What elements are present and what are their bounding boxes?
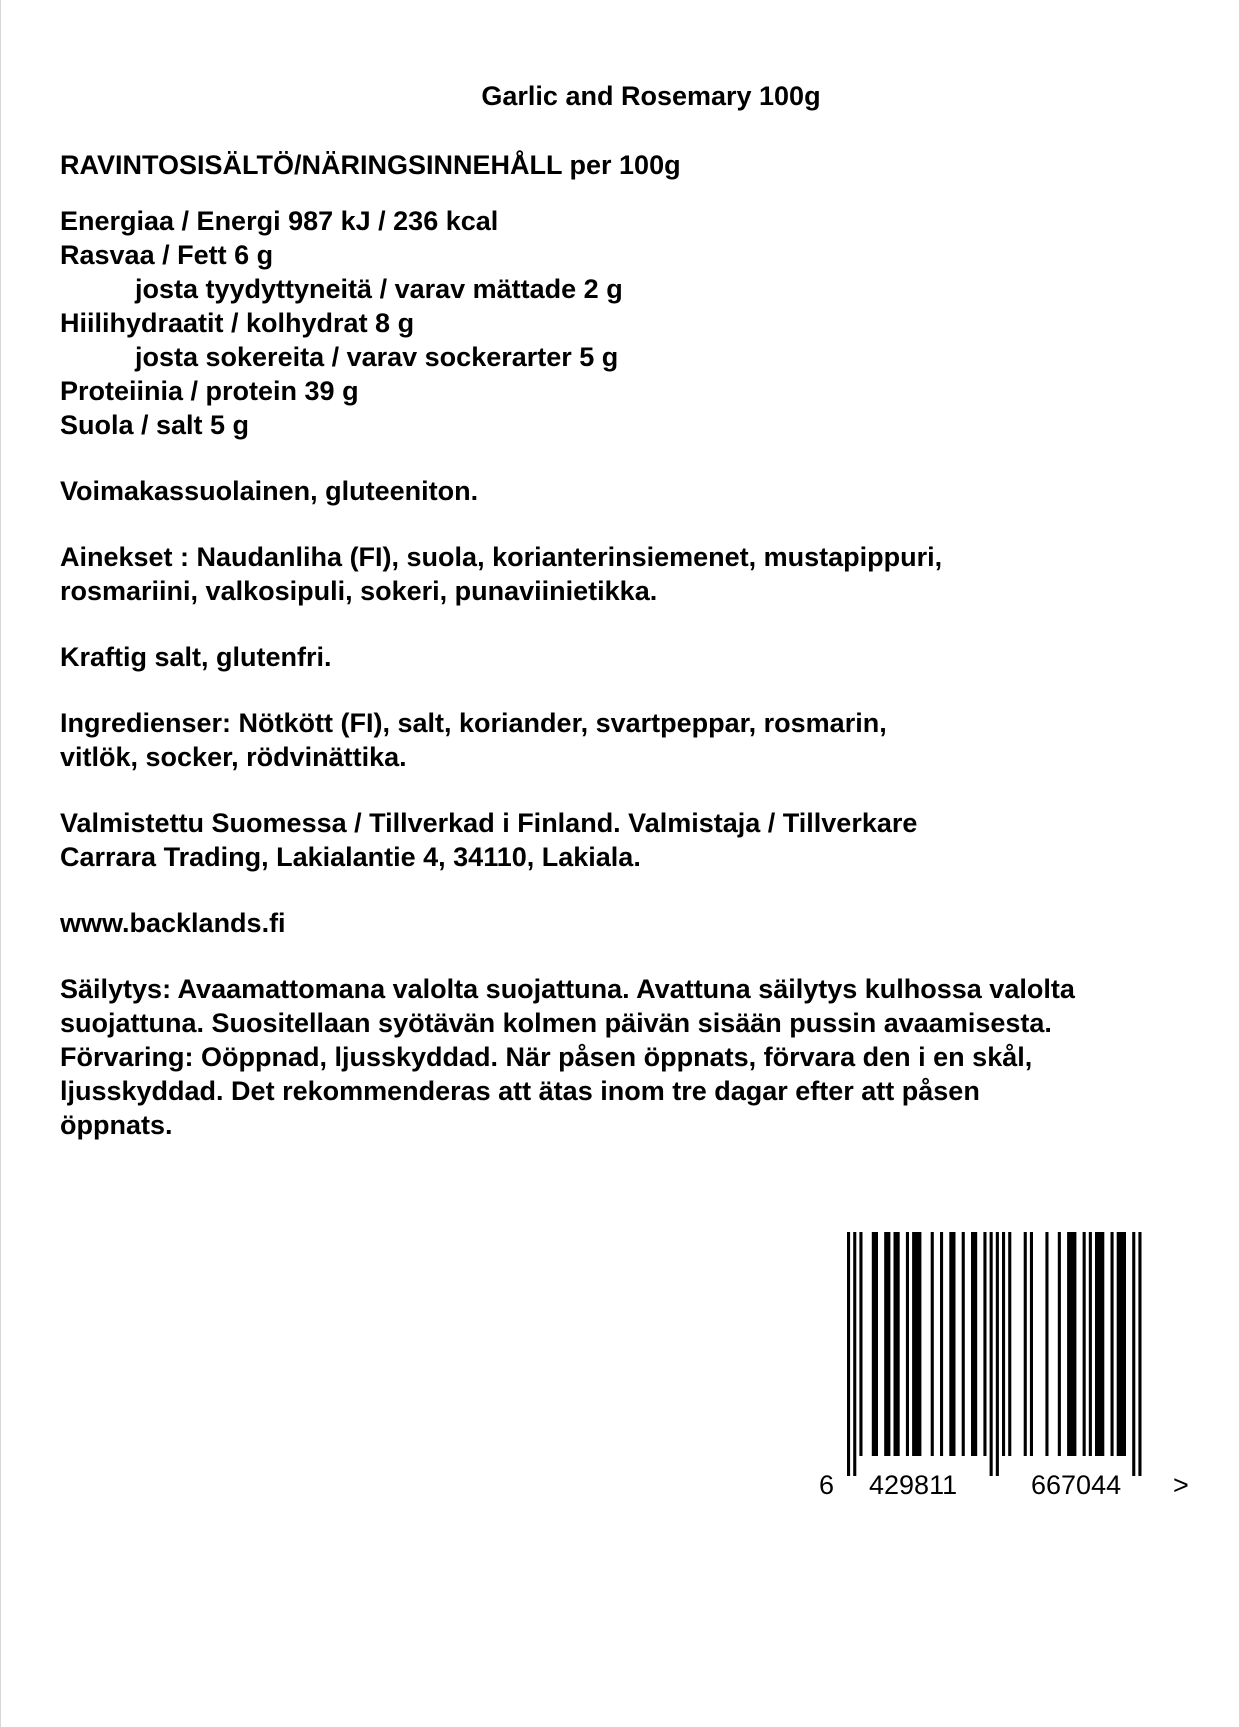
manufacturer-info xyxy=(60,806,1180,874)
barcode-first-digit: 6 xyxy=(819,1470,835,1500)
barcode-bar xyxy=(1117,1232,1126,1456)
nutrition-row-carbohydrate: Hiilihydraatit / kolhydrat 8 g xyxy=(60,308,415,338)
ingredients-swedish-line: Ingredienser: Nötkött (FI), salt, koriander, svartpeppar, rosmarin, xyxy=(60,708,887,738)
nutrition-row-protein: Proteiinia / protein 39 g xyxy=(60,376,359,406)
barcode-bar xyxy=(962,1232,965,1456)
storage-line: ljusskyddad. Det rekommenderas att ätas inom tre dagar efter att påsen xyxy=(60,1076,980,1106)
barcode-bar xyxy=(894,1232,900,1456)
website xyxy=(60,906,1180,940)
notes-swedish xyxy=(60,640,1180,674)
nutrition-row-salt: Suola / salt 5 g xyxy=(60,410,250,440)
barcode-graphic xyxy=(819,1232,1195,1502)
barcode-quiet-marker: > xyxy=(1173,1470,1189,1500)
ingredients-finnish-line: Ainekset : Naudanliha (FI), suola, korianterinsiemenet, mustapippuri, xyxy=(60,542,943,572)
barcode-bar xyxy=(971,1232,977,1456)
notes-finnish-text: Voimakassuolainen, gluteeniton. xyxy=(60,476,479,506)
nutrition-row-energy: Energiaa / Energi 987 kJ / 236 kcal xyxy=(60,206,499,236)
barcode-bar xyxy=(1024,1232,1027,1456)
label-content xyxy=(60,148,1180,1174)
barcode-bar xyxy=(859,1232,862,1456)
barcode-bar xyxy=(1030,1232,1033,1456)
barcode-bar xyxy=(949,1232,955,1456)
nutrition-row-fat: Rasvaa / Fett 6 g xyxy=(60,240,274,270)
notes-finnish xyxy=(60,474,1180,508)
barcode-bar xyxy=(1111,1232,1114,1456)
barcode-bar xyxy=(1058,1232,1061,1456)
nutrition-row-sugars: josta sokereita / varav sockerarter 5 g xyxy=(135,342,619,372)
ingredients-swedish-line: vitlök, socker, rödvinättika. xyxy=(60,742,407,772)
product-title: Garlic and Rosemary 100g xyxy=(481,81,821,111)
storage-line: suojattuna. Suositellaan syötävän kolmen päivän sisään pussin avaamisesta. xyxy=(60,1008,1052,1038)
barcode-bar xyxy=(1008,1232,1011,1456)
barcode xyxy=(819,1232,1195,1502)
barcode-guard-bar xyxy=(996,1232,999,1476)
manufacturer-line: Valmistettu Suomessa / Tillverkad i Finland. Valmistaja / Tillverkare xyxy=(60,808,918,838)
barcode-bar xyxy=(884,1232,890,1456)
barcode-bar xyxy=(1045,1232,1048,1456)
nutrition-row-saturates: josta tyydyttyneitä / varav mättade 2 g xyxy=(135,274,623,304)
label-sheet xyxy=(1,0,1240,1727)
ingredients-finnish-line: rosmariini, valkosipuli, sokeri, punaviinietikka. xyxy=(60,576,658,606)
barcode-guard-bar xyxy=(853,1232,856,1476)
website-link[interactable]: www.backlands.fi xyxy=(60,908,286,938)
storage-line: Säilytys: Avaamattomana valolta suojattuna. Avattuna säilytys kulhossa valolta xyxy=(60,974,1075,1004)
barcode-bar xyxy=(940,1232,943,1456)
manufacturer-line: Carrara Trading, Lakialantie 4, 34110, Lakiala. xyxy=(60,842,641,872)
barcode-bar xyxy=(1095,1232,1104,1456)
barcode-guard-bar xyxy=(1132,1232,1135,1476)
barcode-bar xyxy=(983,1232,986,1456)
storage-instructions xyxy=(60,972,1180,1142)
barcode-bar xyxy=(912,1232,921,1456)
storage-line: öppnats. xyxy=(60,1110,173,1140)
barcode-bar xyxy=(1089,1232,1092,1456)
barcode-bar xyxy=(1083,1232,1086,1456)
notes-swedish-text: Kraftig salt, glutenfri. xyxy=(60,642,332,672)
barcode-right-group: 667044 xyxy=(1031,1470,1122,1500)
barcode-bar xyxy=(1067,1232,1076,1456)
nutrition-heading: RAVINTOSISÄLTÖ/NÄRINGSINNEHÅLL per 100g xyxy=(60,150,681,180)
barcode-bar xyxy=(872,1232,878,1456)
barcode-guard-bar xyxy=(1138,1232,1141,1476)
nutrition-table xyxy=(60,204,1180,442)
storage-line: Förvaring: Oöppnad, ljusskyddad. När påsen öppnats, förvara den i en skål, xyxy=(60,1042,1033,1072)
barcode-bar xyxy=(1002,1232,1005,1456)
barcode-bars xyxy=(847,1232,1142,1476)
ingredients-swedish xyxy=(60,706,1180,774)
barcode-left-group: 429811 xyxy=(869,1470,958,1500)
ingredients-finnish xyxy=(60,540,1180,608)
barcode-guard-bar xyxy=(847,1232,850,1476)
barcode-guard-bar xyxy=(990,1232,993,1476)
barcode-bar xyxy=(906,1232,909,1456)
barcode-bar xyxy=(931,1232,934,1456)
